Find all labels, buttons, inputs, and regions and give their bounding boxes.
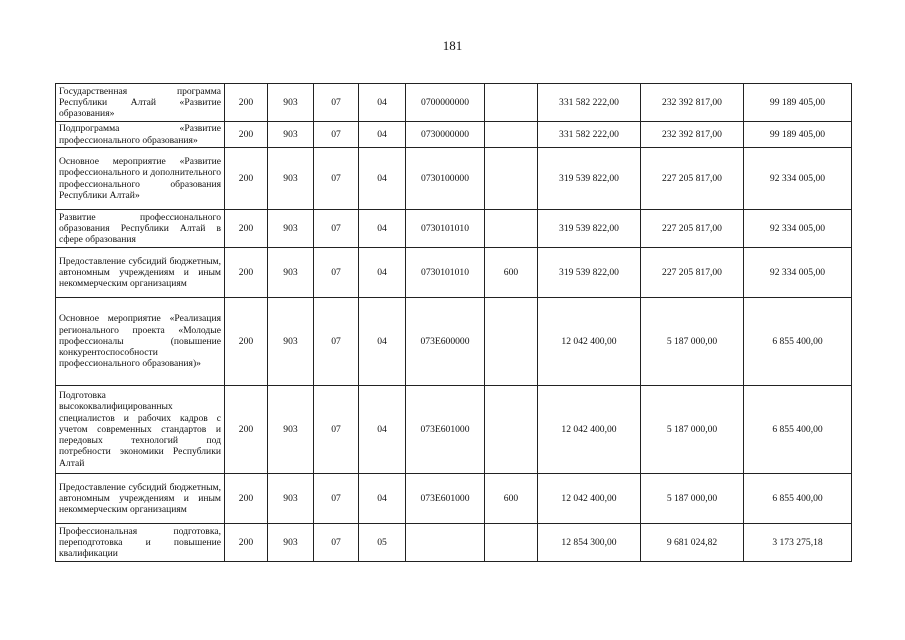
table-row [56,210,852,248]
row-amount-3: 6 855 400,00 [744,298,852,386]
row-target-article: 073E601000 [406,474,485,524]
row-amount-total: 331 582 222,00 [538,122,641,148]
row-grbs-code: 903 [268,84,314,122]
row-section-code: 07 [314,248,359,298]
row-ved-code: 200 [225,298,268,386]
row-expense-type [485,84,538,122]
row-subsection-code: 04 [359,210,406,248]
table-row [56,148,852,210]
row-grbs-code: 903 [268,248,314,298]
row-amount-2: 5 187 000,00 [641,386,744,474]
row-expense-type [485,524,538,562]
row-name: Подпрограмма «Развитие профессионального образования» [56,122,225,148]
budget-table-body [56,84,852,562]
row-amount-total: 319 539 822,00 [538,248,641,298]
row-grbs-code: 903 [268,474,314,524]
row-grbs-code: 903 [268,210,314,248]
row-expense-type [485,210,538,248]
row-amount-3: 6 855 400,00 [744,386,852,474]
row-amount-total: 319 539 822,00 [538,148,641,210]
row-target-article: 0730101010 [406,248,485,298]
row-amount-2: 227 205 817,00 [641,248,744,298]
row-subsection-code: 04 [359,474,406,524]
row-grbs-code: 903 [268,386,314,474]
row-amount-total: 331 582 222,00 [538,84,641,122]
row-section-code: 07 [314,386,359,474]
row-amount-2: 5 187 000,00 [641,474,744,524]
row-expense-type: 600 [485,474,538,524]
row-ved-code: 200 [225,84,268,122]
row-expense-type [485,298,538,386]
row-name: Основное мероприятие «Реализация регионального проекта «Молодые профессионалы (повышение конкурентоспособности профессионального образования)» [56,298,225,386]
row-name: Подготовка высококвалифицированных специалистов и рабочих кадров с учетом современных стандартов и передовых технологий под потребности экономики Республики Алтай [56,386,225,474]
row-target-article: 0700000000 [406,84,485,122]
row-amount-2: 232 392 817,00 [641,84,744,122]
row-amount-3: 99 189 405,00 [744,122,852,148]
row-expense-type: 600 [485,248,538,298]
row-amount-3: 3 173 275,18 [744,524,852,562]
row-name: Предоставление субсидий бюджетным, автономным учреждениям и иным некоммерческим организациям [56,248,225,298]
table-row [56,386,852,474]
row-expense-type [485,386,538,474]
table-row [56,524,852,562]
row-section-code: 07 [314,210,359,248]
row-amount-3: 6 855 400,00 [744,474,852,524]
row-subsection-code: 04 [359,248,406,298]
row-ved-code: 200 [225,524,268,562]
row-amount-2: 232 392 817,00 [641,122,744,148]
page-number: 181 [442,38,463,53]
row-target-article: 0730000000 [406,122,485,148]
row-target-article: 073E600000 [406,298,485,386]
row-amount-3: 92 334 005,00 [744,148,852,210]
row-amount-total: 12 042 400,00 [538,386,641,474]
row-amount-3: 92 334 005,00 [744,248,852,298]
table-row [56,474,852,524]
table-row [56,122,852,148]
table-row [56,84,852,122]
row-target-article: 073E601000 [406,386,485,474]
row-grbs-code: 903 [268,122,314,148]
row-grbs-code: 903 [268,524,314,562]
row-ved-code: 200 [225,210,268,248]
row-name: Основное мероприятие «Развитие профессионального и дополнительного профессионального образования Республики Алтай» [56,148,225,210]
row-amount-2: 9 681 024,82 [641,524,744,562]
row-ved-code: 200 [225,122,268,148]
row-amount-total: 319 539 822,00 [538,210,641,248]
row-ved-code: 200 [225,474,268,524]
row-amount-total: 12 042 400,00 [538,298,641,386]
row-name: Профессиональная подготовка, переподготовка и повышение квалификации [56,524,225,562]
row-section-code: 07 [314,524,359,562]
row-section-code: 07 [314,298,359,386]
row-amount-3: 99 189 405,00 [744,84,852,122]
row-name: Развитие профессионального образования Республики Алтай в сфере образования [56,210,225,248]
row-amount-2: 227 205 817,00 [641,148,744,210]
budget-table [55,83,852,562]
row-amount-2: 227 205 817,00 [641,210,744,248]
row-name: Государственная программа Республики Алтай «Развитие образования» [56,84,225,122]
row-ved-code: 200 [225,386,268,474]
row-subsection-code: 04 [359,298,406,386]
row-ved-code: 200 [225,148,268,210]
row-target-article: 0730101010 [406,210,485,248]
row-section-code: 07 [314,84,359,122]
row-subsection-code: 04 [359,148,406,210]
row-subsection-code: 04 [359,122,406,148]
row-amount-3: 92 334 005,00 [744,210,852,248]
row-target-article: 0730100000 [406,148,485,210]
row-expense-type [485,148,538,210]
table-row [56,298,852,386]
row-section-code: 07 [314,474,359,524]
table-row [56,248,852,298]
row-subsection-code: 04 [359,386,406,474]
row-target-article [406,524,485,562]
row-amount-total: 12 042 400,00 [538,474,641,524]
row-amount-total: 12 854 300,00 [538,524,641,562]
row-subsection-code: 04 [359,84,406,122]
row-grbs-code: 903 [268,148,314,210]
row-grbs-code: 903 [268,298,314,386]
row-amount-2: 5 187 000,00 [641,298,744,386]
row-ved-code: 200 [225,248,268,298]
row-name: Предоставление субсидий бюджетным, автономным учреждениям и иным некоммерческим организациям [56,474,225,524]
row-section-code: 07 [314,148,359,210]
row-expense-type [485,122,538,148]
row-section-code: 07 [314,122,359,148]
row-subsection-code: 05 [359,524,406,562]
